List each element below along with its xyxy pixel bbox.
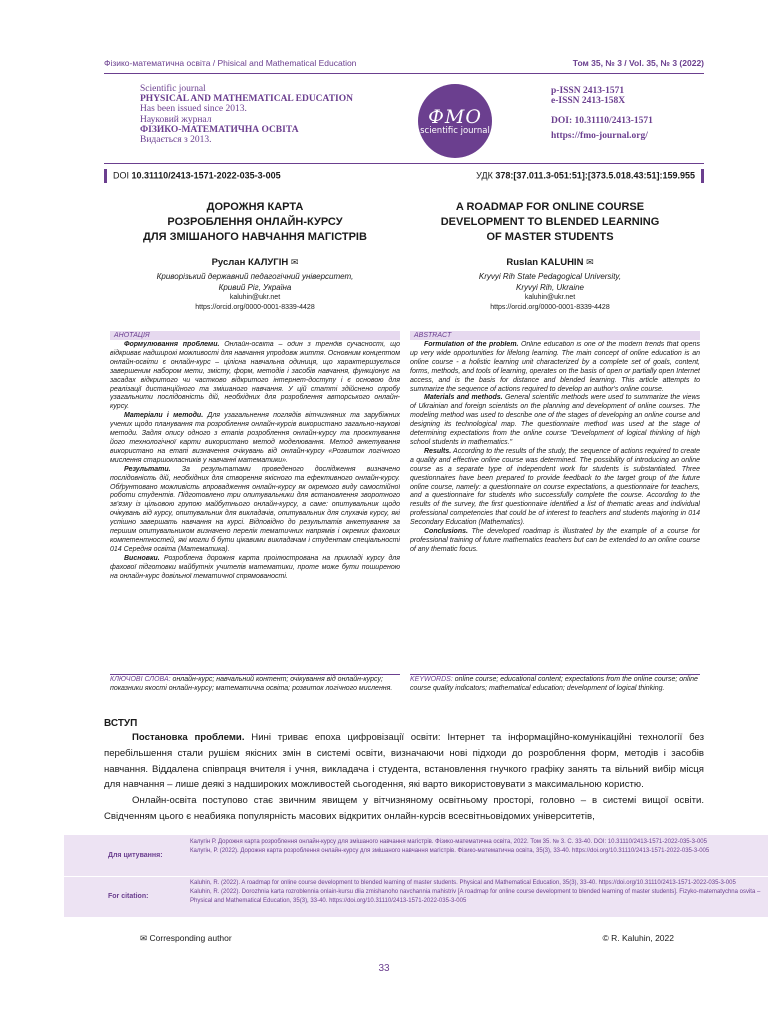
para-text: The developed roadmap is illustrated by the example of a course for professional training of future mathematics teachers but can be extended to an online course of any thematic focus. — [410, 528, 700, 553]
ua-abstract — [110, 341, 400, 671]
para-text: Нині триває епоха цифровізації освіти: Інтернет та інформаційно-комунікаційні технології без перебільшення стали рушієм якісних змін в системі освіти, визначаючи нові підходи до розроблення форм, методів і засобів навчання. Віддалена співпраця вчителя і учня, викладача і студента, встановлення гнучкого графіку занять та вільний вибір місця для навчання – лише деякі з надшироких можливостей сьогодення, які варто використовувати з максимальною користю. — [104, 732, 704, 791]
keywords-text: онлайн-курс; навчальний контент; очікування від онлайн-курсу; показники якості онлайн-курсу; математична освіта; розвиток логічного мислення. — [110, 676, 393, 692]
author-name: Ruslan KALUHIN — [506, 257, 584, 268]
para-text: Розроблена дорожня карта проілюстрована на прикладі курсу для фахової підготовки майбутніх учителів математики, проте може бути поширеною на онлайн-курс довільної тематичної спрямованості. — [110, 554, 400, 580]
corresponding-note — [140, 933, 232, 944]
para-lead: Постановка проблеми. — [132, 732, 245, 743]
keywords-label: KEYWORDS: — [410, 676, 453, 683]
doi-label: DOI — [113, 170, 130, 181]
affil-line: Криворізький державний педагогічний університет, — [156, 272, 354, 281]
title-line: ДОРОЖНЯ КАРТА — [206, 201, 304, 213]
para-lead: Conclusions. — [424, 528, 468, 536]
issn-print: p-ISSN 2413-1571 — [551, 86, 625, 96]
keywords-label: КЛЮЧОВІ СЛОВА: — [110, 676, 171, 683]
title-line: DEVELOPMENT TO BLENDED LEARNING — [440, 216, 660, 228]
journal-info — [140, 84, 353, 145]
abstract-paragraph — [110, 466, 400, 555]
ua-author — [110, 257, 400, 268]
udk-marker — [701, 169, 704, 183]
title-line: РОЗРОБЛЕННЯ ОНЛАЙН-КУРСУ — [167, 216, 343, 228]
citation-en-text — [190, 879, 765, 905]
logo-subtext: scientific journal — [420, 125, 490, 136]
citation-ua-label: Для цитування: — [108, 852, 163, 859]
para-text: Online education is one of the modern trends that opens up very wide opportunities for lifelong learning. The main concept of online education is an online course - a holistic learning unit characterized by a complete set of goals, content, forms, methods, and tools of learning, operates on the basis of open or partially open Internet access, and is the basis for distance and blended learning. This article attempts to summarize the sequence of actions required to develop an author's online course. — [410, 341, 700, 393]
citation-line: Kaluhin, R. (2022). A roadmap for online course development to blended learning of master students. Physical and Mathematical Education, 35(3), 33-40. https://doi.org/10.31110/2413-1571-2022-035-3-005 — [190, 880, 736, 886]
corresponding-text: Corresponding author — [149, 933, 232, 943]
journal-logo — [418, 84, 492, 158]
affil-line: Kryvyi Rih, Ukraine — [515, 283, 584, 292]
keywords-rule — [110, 674, 400, 675]
udk-label: УДК — [476, 170, 493, 181]
abstract-paragraph — [410, 448, 700, 528]
title-line: A ROADMAP FOR ONLINE COURSE — [455, 201, 645, 213]
para-lead: Матеріали і методи. — [124, 412, 204, 420]
en-keywords — [410, 676, 700, 694]
envelope-icon: ✉ — [290, 257, 299, 267]
doi-value[interactable]: 10.31110/2413-1571-2022-035-3-005 — [131, 170, 281, 181]
article-doi — [104, 169, 281, 183]
abstract-paragraph — [110, 555, 400, 582]
keywords-rule — [410, 674, 700, 675]
header-rule-2 — [104, 163, 704, 164]
para-text: General scientific methods were used to summarize the views of Ukrainian and foreign scientists on the planning and development of online courses. The modeling method was used to describe one of the stages of developing an online course and designing its technological map. The questionnaire method was used at the stage of determining expectations from the online course "Development of logical thinking of high school students in mathematics." — [410, 394, 700, 446]
journal-line: ФІЗИКО-МАТЕМАТИЧНА ОСВІТА — [140, 124, 299, 135]
running-header-left: Фізико-математична освіта / Phisical and Mathematical Education — [104, 58, 357, 68]
intro-body — [104, 730, 704, 825]
journal-line: PHYSICAL AND MATHEMATICAL EDUCATION — [140, 94, 353, 105]
running-header-right: Том 35, № 3 / Vol. 35, № 3 (2022) — [572, 58, 704, 68]
para-lead: Materials and methods. — [424, 394, 503, 402]
journal-line: Науковий журнал — [140, 114, 212, 125]
doi-bar — [104, 168, 704, 184]
en-title-block — [405, 200, 695, 313]
en-email[interactable]: kaluhin@ukr.net — [524, 294, 576, 301]
title-line: OF MASTER STUDENTS — [486, 231, 614, 243]
ua-keywords — [110, 676, 400, 694]
citation-ua-text — [190, 838, 765, 856]
para-text: Онлайн-освіта поступово стає звичним явищем у вітчизняному освітньому просторі, головно – в системі вищої освіти. Свідченням цього є неабияка популярність масових відкритих онлайн-курсів всесвітньовідомих університетів, — [104, 795, 704, 822]
udk-value: 378:[37.011.3-051:51]:[373.5.018.43:51]:159.955 — [495, 170, 695, 181]
footer — [140, 933, 674, 944]
udk — [476, 169, 704, 183]
ua-title-block — [110, 200, 400, 313]
en-abstract — [410, 341, 700, 671]
journal-line: Scientific journal — [140, 84, 206, 94]
citation-divider — [64, 876, 768, 877]
en-author — [405, 257, 695, 268]
ua-title — [110, 200, 400, 245]
envelope-icon: ✉ — [586, 257, 594, 267]
copyright: © R. Kaluhin, 2022 — [602, 933, 674, 943]
ua-affiliation — [110, 271, 400, 293]
citation-line: Калугін, Р. (2022). Дорожня карта розроблення онлайн-курсу для змішаного навчання магістрів. Фізико-математична освіта, 35(3), 33-40. https://doi.org/10.31110/2413-1571-2022-035-3-005 — [190, 847, 710, 854]
para-text: Онлайн-освіта – один з трендів сучасності, що відкриває надширокі можливості для навчання упродовж життя. Основним концептом онлайн-освіти є онлайн-курс – цілісна навчальна одиниця, що характеризується завершеним набором мети, змісту, форм, методів і засобів навчання, функціонує на засадах відкритого чи частково відкритого інтернет-доступу і є основою для реалізації дистанційного та змішаного навчання. У цій статті здійснено спробу узагальнити послідовність дій, необхідних для розроблення авторського онлайн-курсу. — [110, 341, 400, 411]
ua-orcid[interactable]: https://orcid.org/0000-0001-8339-4428 — [195, 304, 315, 311]
citation-line: Калугін Р. Дорожня карта розроблення онлайн-курсу для змішаного навчання магістрів. Фізико-математична освіта, 2022. Том 35. № 3. С. 33-40. DOI: 10.31110/2413-1571-2022-035-3-005 — [190, 839, 707, 845]
title-line: ДЛЯ ЗМІШАНОГО НАВЧАННЯ МАГІСТРІВ — [143, 231, 367, 243]
en-abstract-label: ABSTRACT — [410, 331, 700, 340]
en-orcid[interactable]: https://orcid.org/0000-0001-8339-4428 — [490, 304, 610, 311]
citation-ua — [64, 838, 768, 874]
para-lead: Formulation of the problem. — [424, 341, 519, 348]
para-text: За результатами проведеного дослідження визначено послідовність дій, необхідних для створення якісного та ефективного онлайн-курсу. Обґрунтовано можливість впровадження онлайн-курсу як окремого виду самостійної роботи студентів. Підготовлено три опитувальники для встановлення зворотного зв'язку із цільовою групою майбутнього онлайн-курсу, а саме: опитувальник щодо очікувань від курсу, опитувальник для викладачів, опитувальник для слухачів курсу, які успішно завершать навчання на курсі. Відповідно до результатів анкетування за першим опитувальником визначено перелік тематичних напрямів і окремих фахових компетентностей, які могли б бути цікавими викладачам і студентам спеціальності 014 Середня освіта (Математика). — [110, 465, 400, 553]
doi-marker — [104, 169, 107, 183]
envelope-icon: ✉ — [140, 933, 148, 943]
abstract-paragraph — [410, 528, 700, 555]
en-title — [405, 200, 695, 245]
citation-en — [64, 879, 768, 915]
intro-paragraph — [104, 793, 704, 825]
para-lead: Результати. — [124, 465, 171, 473]
para-lead: Висновки. — [124, 554, 160, 562]
para-lead: Формулювання проблеми. — [124, 341, 220, 348]
intro-heading: ВСТУП — [104, 718, 138, 729]
journal-url[interactable]: https://fmo-journal.org/ — [551, 130, 648, 141]
ua-email[interactable]: kaluhin@ukr.net — [229, 294, 281, 301]
journal-line: Has been issued since 2013. — [140, 104, 247, 115]
en-affiliation — [405, 271, 695, 293]
abstract-paragraph — [110, 341, 400, 412]
issn-online: e-ISSN 2413-158X — [551, 96, 626, 107]
para-text: According to the results of the study, the sequence of actions required to create a quality and effective online course was determined. The possibility of introducing an online course as a separate type of independent work for students is substantiated. Three questionnaires have been prepared to provide feedback to the target group of the future online course, namely: a questionnaire on course expectations, a questionnaire for teachers, and a questionnaire for students who successfully complete the course. According to the results of the survey, the first questionnaire identified a list of thematic areas and individual professional competencies that could be of interest to teachers and students majoring in 014 Secondary Education (Mathematics). — [410, 447, 700, 527]
abstract-paragraph — [410, 394, 700, 447]
keywords-text: online course; educational content; expectations from the online course; online course quality indicators; mathematical education; development of logical thinking. — [410, 676, 698, 692]
header-rule — [104, 73, 704, 74]
affil-line: Kryvyi Rih State Pedagogical University, — [478, 272, 622, 281]
para-lead: Results. — [424, 447, 452, 455]
logo-text: ФМО — [428, 105, 482, 128]
page-number: 33 — [378, 963, 390, 974]
ua-abstract-label: АНОТАЦІЯ — [110, 331, 400, 340]
journal-line: Видається з 2013. — [140, 135, 212, 146]
abstract-paragraph — [410, 341, 700, 394]
author-name: Руслан КАЛУГІН — [211, 257, 289, 268]
running-header — [104, 58, 704, 68]
affil-line: Кривий Ріг, Україна — [218, 283, 292, 292]
citation-en-label: For citation: — [108, 893, 149, 900]
intro-paragraph — [104, 730, 704, 793]
abstract-paragraph — [110, 412, 400, 465]
journal-doi: DOI: 10.31110/2413-1571 — [551, 116, 653, 127]
citation-line: Kaluhin, R. (2022). Dorozhnia karta rozroblennia onlain-kursu dlia zmishanoho navchannia mahistriv [A roadmap for online course development to blended learning of master students]. Fizyko-matematychna osvita – Physical and Mathematical Education, 35(3), 33-40. https://doi.org/10.31110/2413-1571-2022-035-3-005 — [190, 888, 761, 904]
journal-ids — [551, 86, 653, 141]
para-text: Для узагальнення поглядів вітчизняних та зарубіжних учених щодо планування та розроблення онлайн-курсів використано загально-наукові методи. Задля опису одного з етапів розроблення онлайн-курсу та проєктування його технологічної карти використано метод моделювання. Метод анкетування використано на етапі визначення очікувань від онлайн-курсу «Розвиток логічного мислення старшокласників у навчанні математики». — [110, 412, 400, 464]
